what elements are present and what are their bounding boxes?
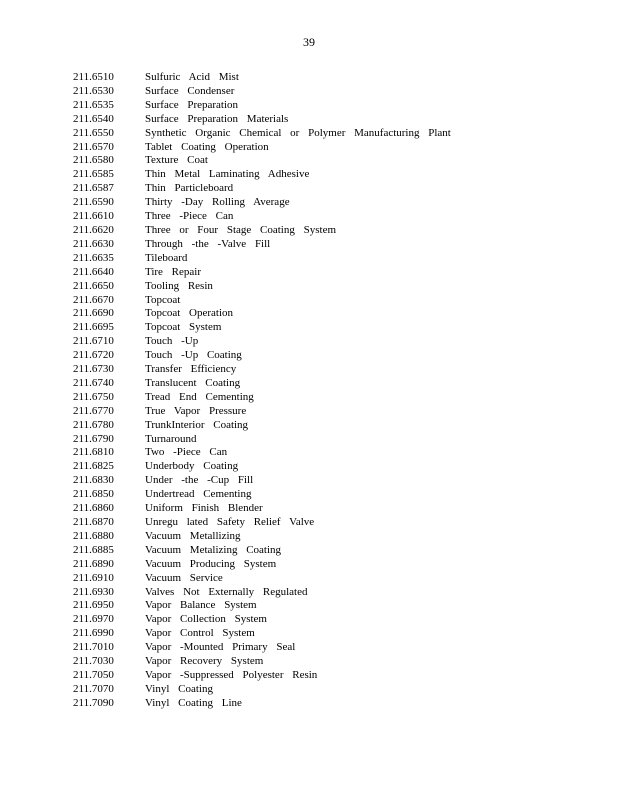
- defined-term: Vinyl Coating: [145, 682, 213, 695]
- defined-term: Vapor Collection System: [145, 613, 267, 626]
- defined-term: Vapor -Suppressed Polyester Resin: [145, 668, 318, 681]
- list-item: [73, 391, 593, 405]
- list-item: [73, 321, 593, 335]
- defined-term: Surface Preparation: [145, 98, 239, 111]
- section-number: 211.6870: [73, 516, 114, 528]
- list-item: [73, 433, 593, 447]
- defined-term: Vapor Control System: [145, 627, 255, 640]
- definitions-list: [73, 71, 593, 711]
- defined-term: Vacuum Service: [145, 571, 223, 584]
- defined-term: Uniform Finish Blender: [145, 502, 263, 515]
- defined-term: Thirty -Day Rolling Average: [145, 196, 290, 209]
- list-item: [73, 488, 593, 502]
- defined-term: Texture Coat: [145, 154, 208, 167]
- list-item: [73, 627, 593, 641]
- defined-term: Topcoat: [145, 293, 181, 306]
- defined-term: Vapor Recovery System: [145, 655, 264, 668]
- section-number: 211.6930: [73, 585, 114, 598]
- defined-term: TrunkInterior Coating: [145, 418, 249, 431]
- defined-term: Tooling Resin: [145, 279, 213, 292]
- defined-term: True Vapor Pressure: [145, 404, 247, 417]
- section-number: 211.6650: [73, 279, 114, 292]
- list-item: [73, 113, 593, 127]
- list-item: [73, 182, 593, 196]
- list-item: [73, 460, 593, 474]
- list-item: [73, 516, 593, 530]
- defined-term: Tileboard: [145, 251, 188, 264]
- section-number: 211.6570: [73, 140, 114, 153]
- list-item: [73, 558, 593, 572]
- list-item: [73, 210, 593, 224]
- defined-term: Underbody Coating: [145, 460, 239, 473]
- section-number: 211.6730: [73, 363, 114, 376]
- defined-term: Vacuum Metallizing: [145, 529, 241, 542]
- section-number: 211.6970: [73, 613, 114, 626]
- section-number: 211.6830: [73, 474, 114, 487]
- defined-term: Tread End Cementing: [145, 390, 254, 403]
- section-number: 211.6860: [73, 502, 114, 515]
- list-item: [73, 655, 593, 669]
- defined-term: Tablet Coating Operation: [145, 140, 269, 153]
- list-item: [73, 71, 593, 85]
- section-number: 211.6690: [73, 307, 114, 320]
- defined-term: Unregu lated Safety Relief Valve: [145, 516, 315, 528]
- section-number: 211.6640: [73, 265, 114, 278]
- section-number: 211.6620: [73, 223, 114, 236]
- list-item: [73, 266, 593, 280]
- defined-term: Under -the -Cup Fill: [145, 474, 254, 487]
- defined-term: Three or Four Stage Coating System: [145, 223, 337, 236]
- list-item: [73, 683, 593, 697]
- list-item: [73, 474, 593, 488]
- list-item: [73, 168, 593, 182]
- list-item: [73, 127, 593, 141]
- defined-term: Translucent Coating: [145, 376, 241, 389]
- list-item: [73, 154, 593, 168]
- list-item: [73, 377, 593, 391]
- section-number: 211.6825: [73, 460, 114, 473]
- section-number: 211.6535: [73, 98, 114, 111]
- list-item: [73, 280, 593, 294]
- defined-term: Synthetic Organic Chemical or Polymer Manufacturing Plant: [145, 126, 451, 139]
- section-number: 211.6530: [73, 84, 114, 97]
- section-number: 211.6950: [73, 599, 114, 612]
- defined-term: Topcoat System: [145, 321, 222, 334]
- defined-term: Vapor Balance System: [145, 599, 257, 612]
- list-item: [73, 252, 593, 266]
- defined-term: Sulfuric Acid Mist: [145, 71, 239, 83]
- list-item: [73, 544, 593, 558]
- section-number: 211.6710: [73, 335, 114, 348]
- section-number: 211.6780: [73, 418, 114, 431]
- defined-term: Touch -Up Coating: [145, 349, 242, 362]
- defined-term: Valves Not Externally Regulated: [145, 585, 308, 598]
- list-item: [73, 335, 593, 349]
- section-number: 211.6740: [73, 376, 114, 389]
- section-number: 211.6635: [73, 251, 114, 264]
- section-number: 211.6695: [73, 321, 114, 334]
- defined-term: Two -Piece Can: [145, 446, 228, 459]
- defined-term: Topcoat Operation: [145, 307, 234, 320]
- defined-term: Transfer Efficiency: [145, 363, 237, 376]
- list-item: [73, 196, 593, 210]
- section-number: 211.6510: [73, 71, 114, 83]
- section-number: 211.6880: [73, 529, 114, 542]
- defined-term: Three -Piece Can: [145, 210, 234, 223]
- section-number: 211.6890: [73, 557, 114, 570]
- defined-term: Tire Repair: [145, 265, 202, 278]
- list-item: [73, 419, 593, 433]
- defined-term: Surface Condenser: [145, 84, 235, 97]
- section-number: 211.6670: [73, 293, 114, 306]
- list-item: [73, 599, 593, 613]
- list-item: [73, 349, 593, 363]
- list-item: [73, 530, 593, 544]
- page-number: 39: [303, 35, 315, 49]
- defined-term: Vacuum Metalizing Coating: [145, 543, 282, 556]
- list-item: [73, 697, 593, 711]
- list-item: [73, 141, 593, 155]
- section-number: 211.6630: [73, 237, 114, 250]
- section-number: 211.6910: [73, 571, 114, 584]
- section-number: 211.6885: [73, 543, 114, 556]
- defined-term: Undertread Cementing: [145, 488, 252, 501]
- list-item: [73, 224, 593, 238]
- list-item: [73, 641, 593, 655]
- list-item: [73, 294, 593, 308]
- list-item: [73, 446, 593, 460]
- defined-term: Vinyl Coating Line: [145, 696, 242, 709]
- defined-term: Touch -Up: [145, 335, 199, 348]
- section-number: 211.6850: [73, 488, 114, 501]
- section-number: 211.6990: [73, 627, 114, 640]
- list-item: [73, 405, 593, 419]
- list-item: [73, 613, 593, 627]
- section-number: 211.6720: [73, 349, 114, 362]
- list-item: [73, 99, 593, 113]
- section-number: 211.6585: [73, 168, 114, 181]
- section-number: 211.7030: [73, 655, 114, 668]
- section-number: 211.6540: [73, 112, 114, 125]
- section-number: 211.6590: [73, 196, 114, 209]
- section-number: 211.6610: [73, 210, 114, 223]
- defined-term: Turnaround: [145, 432, 197, 445]
- defined-term: Vacuum Producing System: [145, 557, 277, 570]
- list-item: [73, 363, 593, 377]
- list-item: [73, 502, 593, 516]
- section-number: 211.6587: [73, 182, 114, 195]
- defined-term: Through -the -Valve Fill: [145, 237, 271, 250]
- section-number: 211.6580: [73, 154, 114, 167]
- defined-term: Thin Particleboard: [145, 182, 234, 195]
- defined-term: Surface Preparation Materials: [145, 112, 289, 125]
- section-number: 211.7070: [73, 682, 114, 695]
- list-item: [73, 238, 593, 252]
- section-number: 211.6790: [73, 432, 114, 445]
- section-number: 211.6750: [73, 390, 114, 403]
- list-item: [73, 586, 593, 600]
- list-item: [73, 85, 593, 99]
- list-item: [73, 669, 593, 683]
- defined-term: Thin Metal Laminating Adhesive: [145, 168, 310, 181]
- section-number: 211.6550: [73, 126, 114, 139]
- section-number: 211.6810: [73, 446, 114, 459]
- section-number: 211.7010: [73, 641, 114, 654]
- section-number: 211.7090: [73, 696, 114, 709]
- section-number: 211.6770: [73, 404, 114, 417]
- list-item: [73, 572, 593, 586]
- section-number: 211.7050: [73, 668, 114, 681]
- defined-term: Vapor -Mounted Primary Seal: [145, 641, 296, 654]
- list-item: [73, 307, 593, 321]
